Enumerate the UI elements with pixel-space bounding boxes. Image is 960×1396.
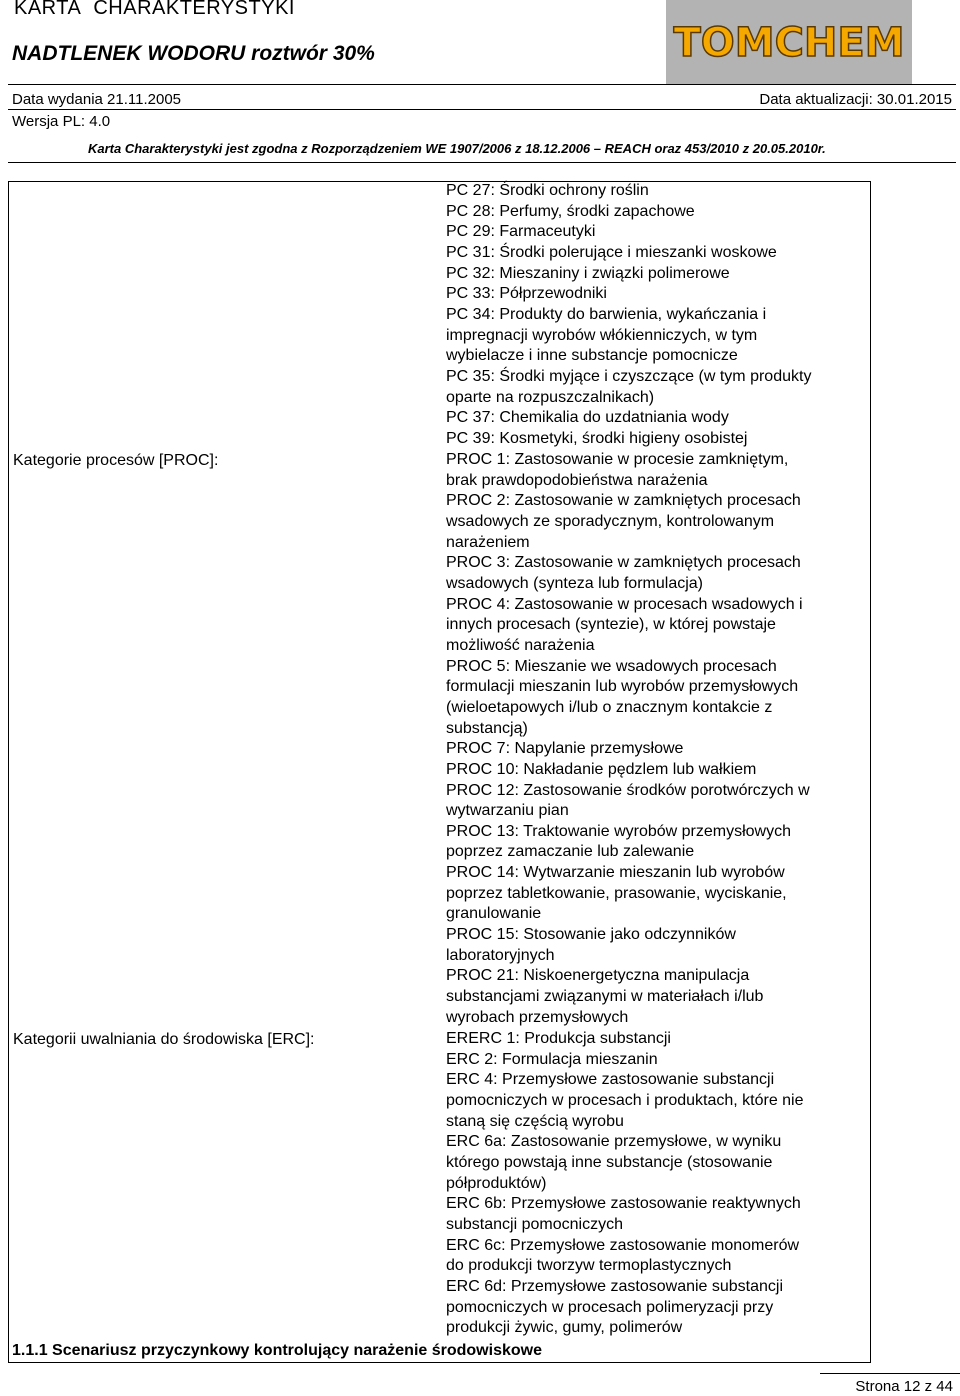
list-item: wytwarzaniu pian [446, 802, 569, 820]
list-item: ERERC 1: Produkcja substancji [446, 1030, 671, 1047]
list-item: substancją) [446, 719, 528, 737]
list-item: PROC 7: Napylanie przemysłowe [446, 740, 684, 758]
list-item: ERC 6d: Przemysłowe zastosowanie substancji [446, 1277, 784, 1295]
list-item: PROC 1: Zastosowanie w procesie zamkniętym, [446, 451, 789, 468]
company-logo [666, 0, 912, 84]
list-item: poprzez zamaczanie lub zalewanie [446, 843, 695, 861]
list-item: impregnacji wyrobów włókienniczych, w tym [446, 326, 758, 344]
list-item: PC 29: Farmaceutyki [446, 223, 596, 241]
list-item: PC 37: Chemikalia do uzdatniania wody [446, 409, 729, 427]
list-item: ERC 6c: Przemysłowe zastosowanie monomerów [446, 1236, 800, 1254]
title-word-2: CHARAKTERYSTYKI [93, 0, 295, 19]
list-item: ERC 6b: Przemysłowe zastosowanie reaktywnych [446, 1195, 801, 1213]
list-item: do produkcji tworzyw termoplastycznych [446, 1257, 732, 1275]
list-item: PC 34: Produkty do barwienia, wykańczania i [446, 305, 767, 323]
list-item: PROC 5: Mieszanie we wsadowych procesach [446, 657, 777, 675]
list-item: PC 27: Środki ochrony roślin [446, 182, 649, 199]
list-item: PROC 15: Stosowanie jako odczynników [446, 926, 736, 944]
list-item: poprzez tabletkowanie, prasowanie, wyciskanie, [446, 884, 787, 902]
list-item: PROC 10: Nakładanie pędzlem lub wałkiem [446, 760, 757, 778]
list-item: PC 33: Półprzewodniki [446, 285, 607, 303]
title-word-1: KARTA [14, 0, 82, 19]
proc-list [446, 450, 810, 1028]
scenario-title: 1.1.1 Scenariusz przyczynkowy kontrolujący narażenie środowiskowe [12, 1342, 542, 1359]
list-item: PROC 2: Zastosowanie w zamkniętych procesach [446, 492, 801, 510]
document-title [14, 0, 295, 20]
page-number: Strona 12 z 44 [855, 1378, 953, 1395]
list-item: pomocniczych w procesach i produktach, które nie [446, 1091, 804, 1109]
list-item: laboratoryjnych [446, 946, 555, 964]
erc-list [446, 1029, 804, 1339]
list-item: pomocniczych w procesach polimeryzacji przy [446, 1298, 774, 1316]
list-item: wyrobach przemysłowych [446, 1008, 629, 1026]
list-item: substancjami związanymi w materiałach i/lub [446, 988, 764, 1006]
update-date: Data aktualizacji: 30.01.2015 [759, 91, 952, 108]
list-item: formulacji mieszanin lub wyrobów przemysłowych [446, 678, 799, 696]
erc-label: Kategorii uwalniania do środowiska [ERC]: [13, 1031, 315, 1048]
list-item: staną się częścią wyrobu [446, 1112, 624, 1130]
list-item: wybielacze i inne substancje pomocnicze [446, 347, 738, 365]
list-item: brak prawdopodobieństwa narażenia [446, 471, 708, 489]
list-item: którego powstają inne substancje (stosowanie [446, 1153, 773, 1171]
list-item: ERC 4: Przemysłowe zastosowanie substancji [446, 1071, 775, 1089]
list-item: PROC 14: Wytwarzanie mieszanin lub wyrobów [446, 864, 785, 882]
issue-date: Data wydania 21.11.2005 [12, 91, 182, 108]
list-item: wsadowych (synteza lub formulacja) [446, 574, 703, 592]
list-item: PC 39: Kosmetyki, środki higieny osobistej [446, 429, 748, 447]
list-item: PROC 21: Niskoenergetyczna manipulacja [446, 967, 750, 985]
list-item: ERC 6a: Zastosowanie przemysłowe, w wyniku [446, 1133, 782, 1151]
list-item: PC 31: Środki polerujące i mieszanki woskowe [446, 243, 777, 261]
version: Wersja PL: 4.0 [12, 113, 111, 130]
list-item: innych procesach (syntezie), w której powstaje [446, 616, 776, 634]
proc-label: Kategorie procesów [PROC]: [13, 452, 219, 469]
list-item: substancji pomocniczych [446, 1215, 623, 1233]
list-item: PROC 4: Zastosowanie w procesach wsadowych i [446, 595, 803, 613]
list-item: granulowanie [446, 905, 542, 923]
list-item: narażeniem [446, 533, 530, 551]
logo-text: TOMCHEM [673, 20, 905, 66]
list-item: ERC 2: Formulacja mieszanin [446, 1050, 658, 1068]
list-item: PROC 3: Zastosowanie w zamkniętych procesach [446, 554, 801, 572]
list-item: PC 28: Perfumy, środki zapachowe [446, 202, 695, 220]
list-item: produkcji żywic, gumy, polimerów [446, 1319, 683, 1337]
list-item: możliwość narażenia [446, 636, 595, 654]
list-item: oparte na rozpuszczalnikach) [446, 388, 655, 406]
header-rule-middle [8, 109, 956, 110]
list-item: wsadowych ze sporadycznym, kontrolowanym [446, 512, 775, 530]
list-item: PC 35: Środki myjące i czyszczące (w tym produkty [446, 367, 812, 385]
list-item: (wieloetapowych i/lub o znacznym kontakcie z [446, 698, 773, 716]
list-item: PROC 13: Traktowanie wyrobów przemysłowych [446, 822, 792, 840]
regulation-note: Karta Charakterystyki jest zgodna z Rozporządzeniem WE 1907/2006 z 18.12.2006 – REACH oraz 453/2010 z 20.05.2010r. [88, 141, 826, 156]
pc-list [446, 181, 811, 450]
list-item: PROC 12: Zastosowanie środków porotwórczych w [446, 781, 810, 799]
product-name: NADTLENEK WODORU roztwór 30% [12, 42, 375, 65]
header-rule-top [8, 84, 956, 85]
list-item: PC 32: Mieszaniny i związki polimerowe [446, 264, 730, 282]
list-item: półproduktów) [446, 1174, 547, 1192]
header-rule-bottom [8, 162, 956, 163]
